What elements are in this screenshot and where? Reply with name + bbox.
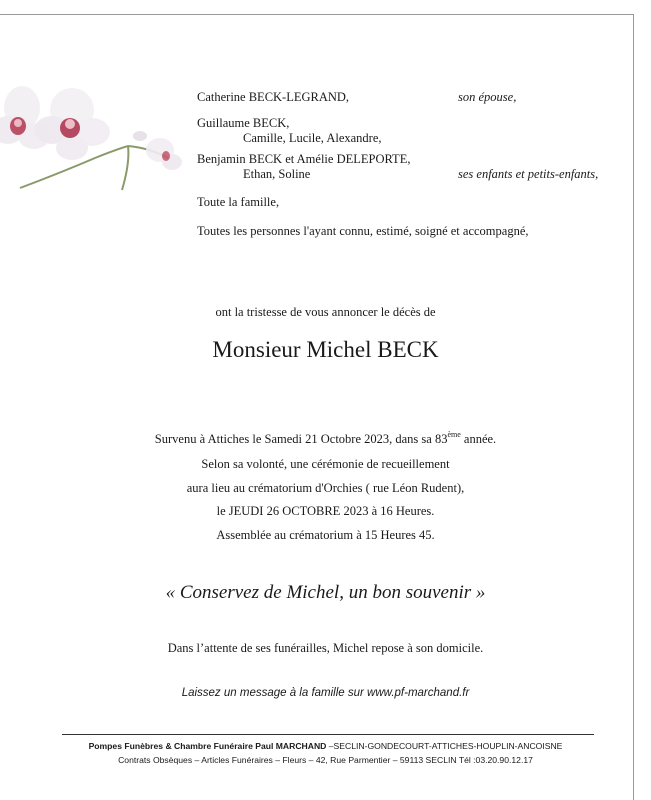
children-relation: ses enfants et petits-enfants, xyxy=(458,167,599,181)
spouse-name: Catherine BECK-LEGRAND, xyxy=(197,90,350,104)
footer-company-line: Pompes Funèbres & Chambre Funéraire Paul MARCHAND –SECLIN-GONDECOURT-ATTICHES-HOUPLIN-ANCOISNE xyxy=(88,741,563,751)
detail-line-3: aura lieu au crématorium d'Orchies ( rue Léon Rudent), xyxy=(186,481,465,495)
footer-services-line: Contrats Obsèques – Articles Funéraires – Fleurs – 42, Rue Parmentier – 59113 SECLIN Tél :03.20.90.12.17 xyxy=(118,755,533,765)
detail-line-1: Survenu à Attiches le Samedi 21 Octobre 2023, dans sa 83ème année. xyxy=(154,430,497,446)
grandchildren-benjamin: Ethan, Soline xyxy=(243,167,311,181)
spouse-relation: son épouse, xyxy=(458,90,517,104)
footer-rule xyxy=(62,734,594,735)
memorial-quote: « Conservez de Michel, un bon souvenir » xyxy=(165,582,486,603)
son-benjamin: Benjamin BECK et Amélie DELEPORTE, xyxy=(197,152,411,166)
deceased-name: Monsieur Michel BECK xyxy=(212,337,439,362)
repose-line: Dans l’attente de ses funérailles, Michel repose à son domicile. xyxy=(167,641,484,655)
all-people-line: Toutes les personnes l'ayant connu, estimé, soigné et accompagné, xyxy=(197,224,529,238)
detail-line-4: le JEUDI 26 OCTOBRE 2023 à 16 Heures. xyxy=(216,504,435,518)
message-link-line: Laissez un message à la famille sur www.pf-marchand.fr xyxy=(181,687,470,699)
son-guillaume: Guillaume BECK, xyxy=(197,116,290,130)
orchid-flower-image xyxy=(0,78,190,198)
detail-line-5: Assemblée au crématorium à 15 Heures 45. xyxy=(216,528,435,542)
detail-line-2: Selon sa volonté, une cérémonie de recueillement xyxy=(201,457,450,471)
grandchildren-guillaume: Camille, Lucile, Alexandre, xyxy=(243,131,382,145)
whole-family: Toute la famille, xyxy=(197,195,280,209)
announcement-line: ont la tristesse de vous annoncer le décès de xyxy=(215,305,436,319)
